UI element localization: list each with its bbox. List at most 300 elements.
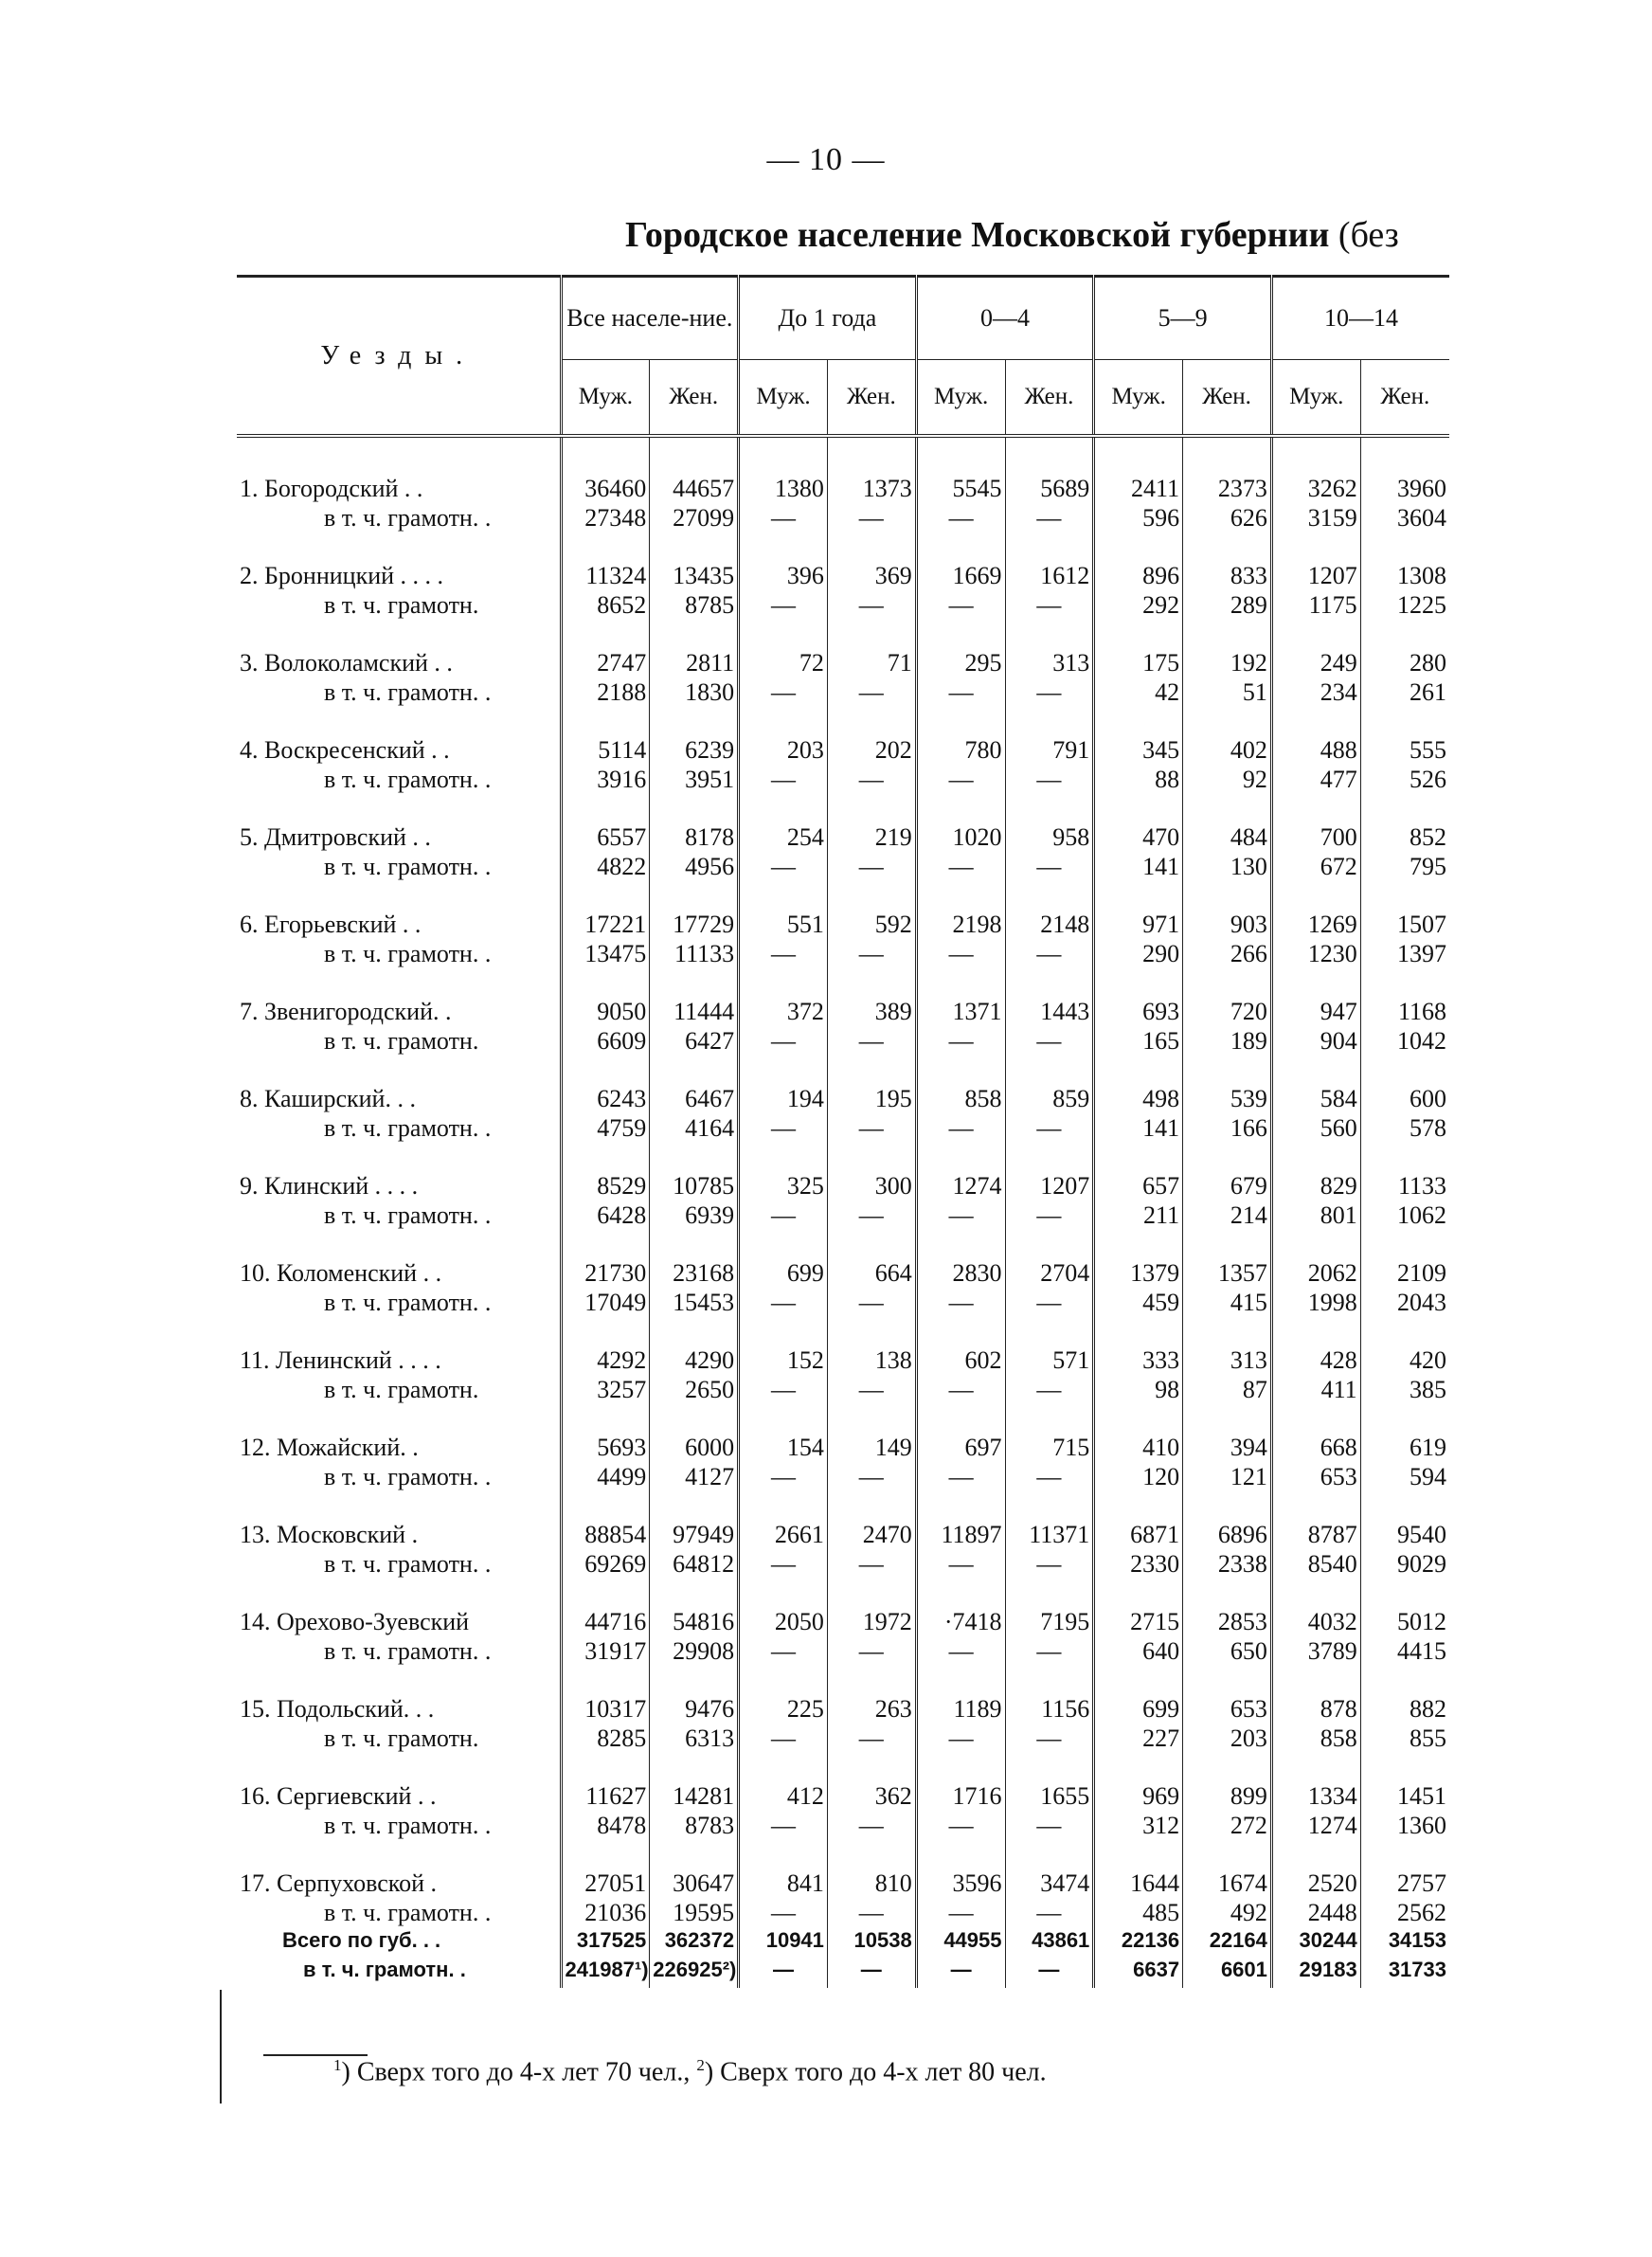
table-cell: 42 [1094, 679, 1183, 709]
table-cell: 5114 [561, 737, 650, 767]
row-label: 13. Московский . [240, 1522, 419, 1548]
table-cell: 1062 [1360, 1202, 1449, 1232]
table-cell: 10941 [739, 1929, 828, 1959]
table-cell: 11627 [561, 1783, 650, 1813]
row-spacer [237, 1319, 1449, 1347]
table-cell: — [739, 854, 828, 883]
table-cell: 2188 [561, 679, 650, 709]
table-cell: 226925²) [650, 1959, 739, 1988]
table-cell: 791 [1005, 737, 1094, 767]
table-cell: 3159 [1271, 505, 1360, 534]
table-cell: 290 [1094, 941, 1183, 970]
table-cell: 389 [827, 999, 916, 1028]
table-cell: — [739, 1813, 828, 1842]
table-cell: 526 [1360, 767, 1449, 796]
table-cell: 410 [1094, 1435, 1183, 1464]
table-cell: — [1005, 1464, 1094, 1493]
table-cell: 30244 [1271, 1929, 1360, 1959]
table-row [237, 912, 1449, 941]
table-subrow [237, 767, 1449, 796]
table-cell: 300 [827, 1173, 916, 1202]
table-cell: — [1005, 1813, 1094, 1842]
row-label: в т. ч. грамотн. . [324, 767, 492, 793]
table-cell: 619 [1360, 1435, 1449, 1464]
table-cell: 372 [739, 999, 828, 1028]
table-cell: 8478 [561, 1813, 650, 1842]
female-header: Жен. [827, 360, 916, 437]
row-spacer [237, 1493, 1449, 1522]
table-cell: 211 [1094, 1202, 1183, 1232]
table-cell: 477 [1271, 767, 1360, 796]
table-cell: 11371 [1005, 1522, 1094, 1551]
table-cell: 679 [1183, 1173, 1272, 1202]
row-label: 4. Воскресенский . . [240, 737, 450, 764]
table-cell: 3789 [1271, 1638, 1360, 1668]
table-cell: 254 [739, 824, 828, 854]
table-cell: 4164 [650, 1115, 739, 1145]
table-cell: 600 [1360, 1086, 1449, 1115]
table-cell: 428 [1271, 1347, 1360, 1377]
row-label: 15. Подольский. . . [240, 1696, 435, 1723]
row-spacer [237, 436, 1449, 476]
table-cell: — [1005, 767, 1094, 796]
footnote-1-marker: 1 [333, 2056, 342, 2074]
row-label: в т. ч. грамотн. [324, 1377, 479, 1403]
table-subrow [237, 854, 1449, 883]
table-cell: 23168 [650, 1260, 739, 1290]
table-cell: 249 [1271, 650, 1360, 679]
table-cell: 8787 [1271, 1522, 1360, 1551]
table-cell: 165 [1094, 1028, 1183, 1057]
table-cell: — [916, 1900, 1005, 1929]
table-cell: 6239 [650, 737, 739, 767]
footnote-2-marker: 2 [696, 2056, 705, 2074]
table-cell: 6243 [561, 1086, 650, 1115]
table-cell: — [1005, 1290, 1094, 1319]
female-header: Жен. [1183, 360, 1272, 437]
table-cell: 6871 [1094, 1522, 1183, 1551]
table-subrow [237, 1900, 1449, 1929]
table-cell: 1669 [916, 563, 1005, 592]
table-cell: 88 [1094, 767, 1183, 796]
table-cell: ·7418 [916, 1609, 1005, 1638]
table-cell: 1357 [1183, 1260, 1272, 1290]
table-cell: 6467 [650, 1086, 739, 1115]
table-cell: 795 [1360, 854, 1449, 883]
table-cell: 852 [1360, 824, 1449, 854]
table-cell: — [739, 941, 828, 970]
table-cell: 11444 [650, 999, 739, 1028]
table-row [237, 737, 1449, 767]
table-cell: 693 [1094, 999, 1183, 1028]
table-cell: — [916, 1725, 1005, 1755]
table-cell: — [739, 1115, 828, 1145]
row-spacer [237, 883, 1449, 912]
table-cell: 1716 [916, 1783, 1005, 1813]
footnote-2: ) Сверх того до 4-х лет 80 чел. [704, 2057, 1047, 2087]
row-label: в т. ч. грамотн. . [324, 1290, 492, 1316]
table-cell: 1225 [1360, 592, 1449, 622]
table-cell: 699 [739, 1260, 828, 1290]
table-cell: 69269 [561, 1551, 650, 1580]
table-subrow [237, 1464, 1449, 1493]
footnote-1: ) Сверх того до 4-х лет 70 чел., [341, 2057, 691, 2087]
table-cell: 6428 [561, 1202, 650, 1232]
table-cell: 14281 [650, 1783, 739, 1813]
table-row [237, 563, 1449, 592]
row-label: 16. Сергиевский . . [240, 1783, 437, 1810]
table-cell: 362 [827, 1783, 916, 1813]
table-cell: 234 [1271, 679, 1360, 709]
table-cell: 1451 [1360, 1783, 1449, 1813]
table-subrow [237, 679, 1449, 709]
table-cell: — [739, 1725, 828, 1755]
table-cell: 225 [739, 1696, 828, 1725]
row-label: в т. ч. грамотн. . [324, 1900, 492, 1926]
table-cell: 551 [739, 912, 828, 941]
table-cell: 657 [1094, 1173, 1183, 1202]
table-cell: 6557 [561, 824, 650, 854]
table-cell: 833 [1183, 563, 1272, 592]
table-cell: 488 [1271, 737, 1360, 767]
table-row [237, 1173, 1449, 1202]
table-cell: 4956 [650, 854, 739, 883]
table-cell: 560 [1271, 1115, 1360, 1145]
table-cell: 470 [1094, 824, 1183, 854]
table-cell: — [827, 854, 916, 883]
table-cell: 8652 [561, 592, 650, 622]
table-cell: 219 [827, 824, 916, 854]
row-spacer [237, 1057, 1449, 1086]
table-cell: 555 [1360, 737, 1449, 767]
table-cell: 92 [1183, 767, 1272, 796]
table-cell: 664 [827, 1260, 916, 1290]
table-cell: 592 [827, 912, 916, 941]
table-cell: 485 [1094, 1900, 1183, 1929]
table-cell: 22136 [1094, 1929, 1183, 1959]
table-cell: 34153 [1360, 1929, 1449, 1959]
table-cell: 154 [739, 1435, 828, 1464]
table-cell: 10785 [650, 1173, 739, 1202]
table-cell: 6313 [650, 1725, 739, 1755]
table-cell: — [916, 1202, 1005, 1232]
table-cell: — [916, 1551, 1005, 1580]
table-cell: — [827, 1551, 916, 1580]
table-cell: 266 [1183, 941, 1272, 970]
row-label: в т. ч. грамотн. . [324, 1115, 492, 1142]
margin-line [220, 1990, 222, 2104]
row-label: 2. Бронницкий . . . . [240, 563, 444, 589]
title-tail: (без [1338, 215, 1399, 255]
total-subrow [237, 1959, 1449, 1988]
row-spacer [237, 796, 1449, 824]
table-cell: 313 [1183, 1347, 1272, 1377]
table-cell: — [827, 1638, 916, 1668]
table-cell: 420 [1360, 1347, 1449, 1377]
female-header: Жен. [1360, 360, 1449, 437]
table-cell: 855 [1360, 1725, 1449, 1755]
row-label: 9. Клинский . . . . [240, 1173, 419, 1200]
table-cell: 2148 [1005, 912, 1094, 941]
row-label: в т. ч. грамотн. . [303, 1959, 466, 1981]
table-cell: — [916, 1115, 1005, 1145]
table-cell: 484 [1183, 824, 1272, 854]
table-cell: 2661 [739, 1522, 828, 1551]
table-cell: — [739, 1202, 828, 1232]
table-cell: — [1005, 592, 1094, 622]
table-cell: 141 [1094, 1115, 1183, 1145]
table-cell: 6896 [1183, 1522, 1272, 1551]
table-cell: 596 [1094, 505, 1183, 534]
table-cell: 325 [739, 1173, 828, 1202]
table-cell: 21730 [561, 1260, 650, 1290]
table-cell: 594 [1360, 1464, 1449, 1493]
table-cell: 1373 [827, 476, 916, 505]
table-cell: 87 [1183, 1377, 1272, 1406]
table-subrow [237, 941, 1449, 970]
table-cell: 2109 [1360, 1260, 1449, 1290]
table-cell: — [827, 941, 916, 970]
table-cell: 97949 [650, 1522, 739, 1551]
table-row [237, 1347, 1449, 1377]
table-cell: 697 [916, 1435, 1005, 1464]
table-cell: 878 [1271, 1696, 1360, 1725]
row-spacer [237, 1755, 1449, 1783]
table-cell: 810 [827, 1870, 916, 1900]
table-cell: 9050 [561, 999, 650, 1028]
table-cell: 13475 [561, 941, 650, 970]
table-cell: 11324 [561, 563, 650, 592]
table-cell: 5545 [916, 476, 1005, 505]
table-cell: 1175 [1271, 592, 1360, 622]
table-cell: — [739, 1464, 828, 1493]
table-cell: 650 [1183, 1638, 1272, 1668]
row-label: 7. Звенигородский. . [240, 999, 452, 1025]
table-cell: — [1005, 1028, 1094, 1057]
table-row [237, 1870, 1449, 1900]
table-cell: 138 [827, 1347, 916, 1377]
table-cell: 492 [1183, 1900, 1272, 1929]
table-cell: 29908 [650, 1638, 739, 1668]
table-cell: — [916, 1028, 1005, 1057]
row-spacer [237, 622, 1449, 650]
title-main: Городское население Московской губернии [625, 215, 1330, 255]
table-cell: 1397 [1360, 941, 1449, 970]
table-cell: 11133 [650, 941, 739, 970]
table-cell: — [1005, 1377, 1094, 1406]
table-cell: 241987¹) [561, 1959, 650, 1988]
table-cell: 17049 [561, 1290, 650, 1319]
row-label: 6. Егорьевский . . [240, 912, 422, 938]
table-cell: 904 [1271, 1028, 1360, 1057]
row-label: 8. Каширский. . . [240, 1086, 416, 1112]
table-cell: 3916 [561, 767, 650, 796]
table-cell: 780 [916, 737, 1005, 767]
table-cell: — [739, 1028, 828, 1057]
table-cell: 36460 [561, 476, 650, 505]
table-cell: 4032 [1271, 1609, 1360, 1638]
table-cell: — [1005, 679, 1094, 709]
table-cell: 17729 [650, 912, 739, 941]
table-subrow [237, 592, 1449, 622]
table-cell: 2373 [1183, 476, 1272, 505]
row-label: в т. ч. грамотн. . [324, 1464, 492, 1490]
table-cell: 3951 [650, 767, 739, 796]
row-label: в т. ч. грамотн. . [324, 854, 492, 880]
table-cell: — [827, 1377, 916, 1406]
table-cell: 498 [1094, 1086, 1183, 1115]
table-cell: — [916, 1959, 1005, 1988]
table-cell: 2830 [916, 1260, 1005, 1290]
table-cell: 30647 [650, 1870, 739, 1900]
table-cell: 2704 [1005, 1260, 1094, 1290]
row-label: в т. ч. грамотн. [324, 592, 479, 619]
table-cell: 1042 [1360, 1028, 1449, 1057]
group-header-under-1: До 1 года [739, 277, 917, 360]
row-label: в т. ч. грамотн. . [324, 505, 492, 532]
table-cell: 8529 [561, 1173, 650, 1202]
table-cell: 166 [1183, 1115, 1272, 1145]
table-cell: 71 [827, 650, 916, 679]
table-cell: — [827, 1464, 916, 1493]
table-cell: 3262 [1271, 476, 1360, 505]
table-cell: 3257 [561, 1377, 650, 1406]
table-cell: 896 [1094, 563, 1183, 592]
table-cell: 175 [1094, 650, 1183, 679]
table-cell: 19595 [650, 1900, 739, 1929]
table-cell: 292 [1094, 592, 1183, 622]
row-spacer [237, 1842, 1449, 1870]
table-cell: 801 [1271, 1202, 1360, 1232]
table-cell: 189 [1183, 1028, 1272, 1057]
table-cell: — [827, 1290, 916, 1319]
table-cell: 2338 [1183, 1551, 1272, 1580]
table-cell: — [827, 592, 916, 622]
table-cell: 4759 [561, 1115, 650, 1145]
table-cell: 1168 [1360, 999, 1449, 1028]
table-cell: 720 [1183, 999, 1272, 1028]
table-cell: 2043 [1360, 1290, 1449, 1319]
table-cell: 27099 [650, 505, 739, 534]
table-cell: 8785 [650, 592, 739, 622]
table-cell: 1334 [1271, 1783, 1360, 1813]
table-cell: — [739, 1959, 828, 1988]
table-cell: — [827, 767, 916, 796]
table-cell: 1655 [1005, 1783, 1094, 1813]
table-cell: 3474 [1005, 1870, 1094, 1900]
table-cell: 715 [1005, 1435, 1094, 1464]
row-label: в т. ч. грамотн. [324, 1028, 479, 1055]
table-cell: 43861 [1005, 1929, 1094, 1959]
table-cell: 672 [1271, 854, 1360, 883]
table-cell: 640 [1094, 1638, 1183, 1668]
table-cell: 295 [916, 650, 1005, 679]
table-cell: 214 [1183, 1202, 1272, 1232]
table-cell: 192 [1183, 650, 1272, 679]
table-subrow [237, 505, 1449, 534]
table-cell: 2757 [1360, 1870, 1449, 1900]
table-cell: 261 [1360, 679, 1449, 709]
table-cell: 6427 [650, 1028, 739, 1057]
table-cell: 4822 [561, 854, 650, 883]
table-cell: 202 [827, 737, 916, 767]
table-cell: — [739, 1638, 828, 1668]
table-cell: 120 [1094, 1464, 1183, 1493]
table-cell: 44657 [650, 476, 739, 505]
table-cell: 5689 [1005, 476, 1094, 505]
table-cell: 1156 [1005, 1696, 1094, 1725]
row-label: 5. Дмитровский . . [240, 824, 431, 851]
total-row [237, 1929, 1449, 1959]
table-cell: 602 [916, 1347, 1005, 1377]
table-cell: 203 [1183, 1725, 1272, 1755]
table-cell: — [827, 1028, 916, 1057]
male-header: Муж. [916, 360, 1005, 437]
table-cell: 539 [1183, 1086, 1272, 1115]
table-cell: 1230 [1271, 941, 1360, 970]
table-cell: 626 [1183, 505, 1272, 534]
group-header-0-4: 0—4 [916, 277, 1094, 360]
row-label: в т. ч. грамотн. . [324, 1202, 492, 1229]
table-cell: 149 [827, 1435, 916, 1464]
table-cell: 2411 [1094, 476, 1183, 505]
table-cell: 31917 [561, 1638, 650, 1668]
table-cell: 6939 [650, 1202, 739, 1232]
table-cell: 88854 [561, 1522, 650, 1551]
table-cell: 280 [1360, 650, 1449, 679]
group-header-5-9: 5—9 [1094, 277, 1272, 360]
table-cell: — [1005, 1115, 1094, 1145]
table-cell: 4499 [561, 1464, 650, 1493]
table-row [237, 999, 1449, 1028]
female-header: Жен. [1005, 360, 1094, 437]
table-cell: 5012 [1360, 1609, 1449, 1638]
table-cell: 578 [1360, 1115, 1449, 1145]
table-cell: 1371 [916, 999, 1005, 1028]
table-cell: 3604 [1360, 505, 1449, 534]
row-label: 12. Можайский. . [240, 1435, 419, 1461]
table-cell: 263 [827, 1696, 916, 1725]
footnotes [333, 2056, 1047, 2087]
table-cell: 272 [1183, 1813, 1272, 1842]
table-cell: 1380 [739, 476, 828, 505]
table-cell: 1644 [1094, 1870, 1183, 1900]
table-cell: 15453 [650, 1290, 739, 1319]
row-spacer [237, 1145, 1449, 1173]
table-cell: — [916, 767, 1005, 796]
table-cell: 8285 [561, 1725, 650, 1755]
table-cell: — [916, 592, 1005, 622]
male-header: Муж. [561, 360, 650, 437]
male-header: Муж. [739, 360, 828, 437]
page-title [625, 214, 1399, 256]
table-cell: 653 [1271, 1464, 1360, 1493]
row-spacer [237, 970, 1449, 999]
table-subrow [237, 1028, 1449, 1057]
table-cell: 10317 [561, 1696, 650, 1725]
table-cell: 317525 [561, 1929, 650, 1959]
table-cell: 899 [1183, 1783, 1272, 1813]
row-spacer [237, 1668, 1449, 1696]
table-cell: 2448 [1271, 1900, 1360, 1929]
table-cell: — [1005, 505, 1094, 534]
table-cell: 1360 [1360, 1813, 1449, 1842]
table-cell: — [827, 1725, 916, 1755]
table-subrow [237, 1638, 1449, 1668]
table-cell: 2853 [1183, 1609, 1272, 1638]
table-cell: 4292 [561, 1347, 650, 1377]
row-label: 3. Волоколамский . . [240, 650, 453, 677]
